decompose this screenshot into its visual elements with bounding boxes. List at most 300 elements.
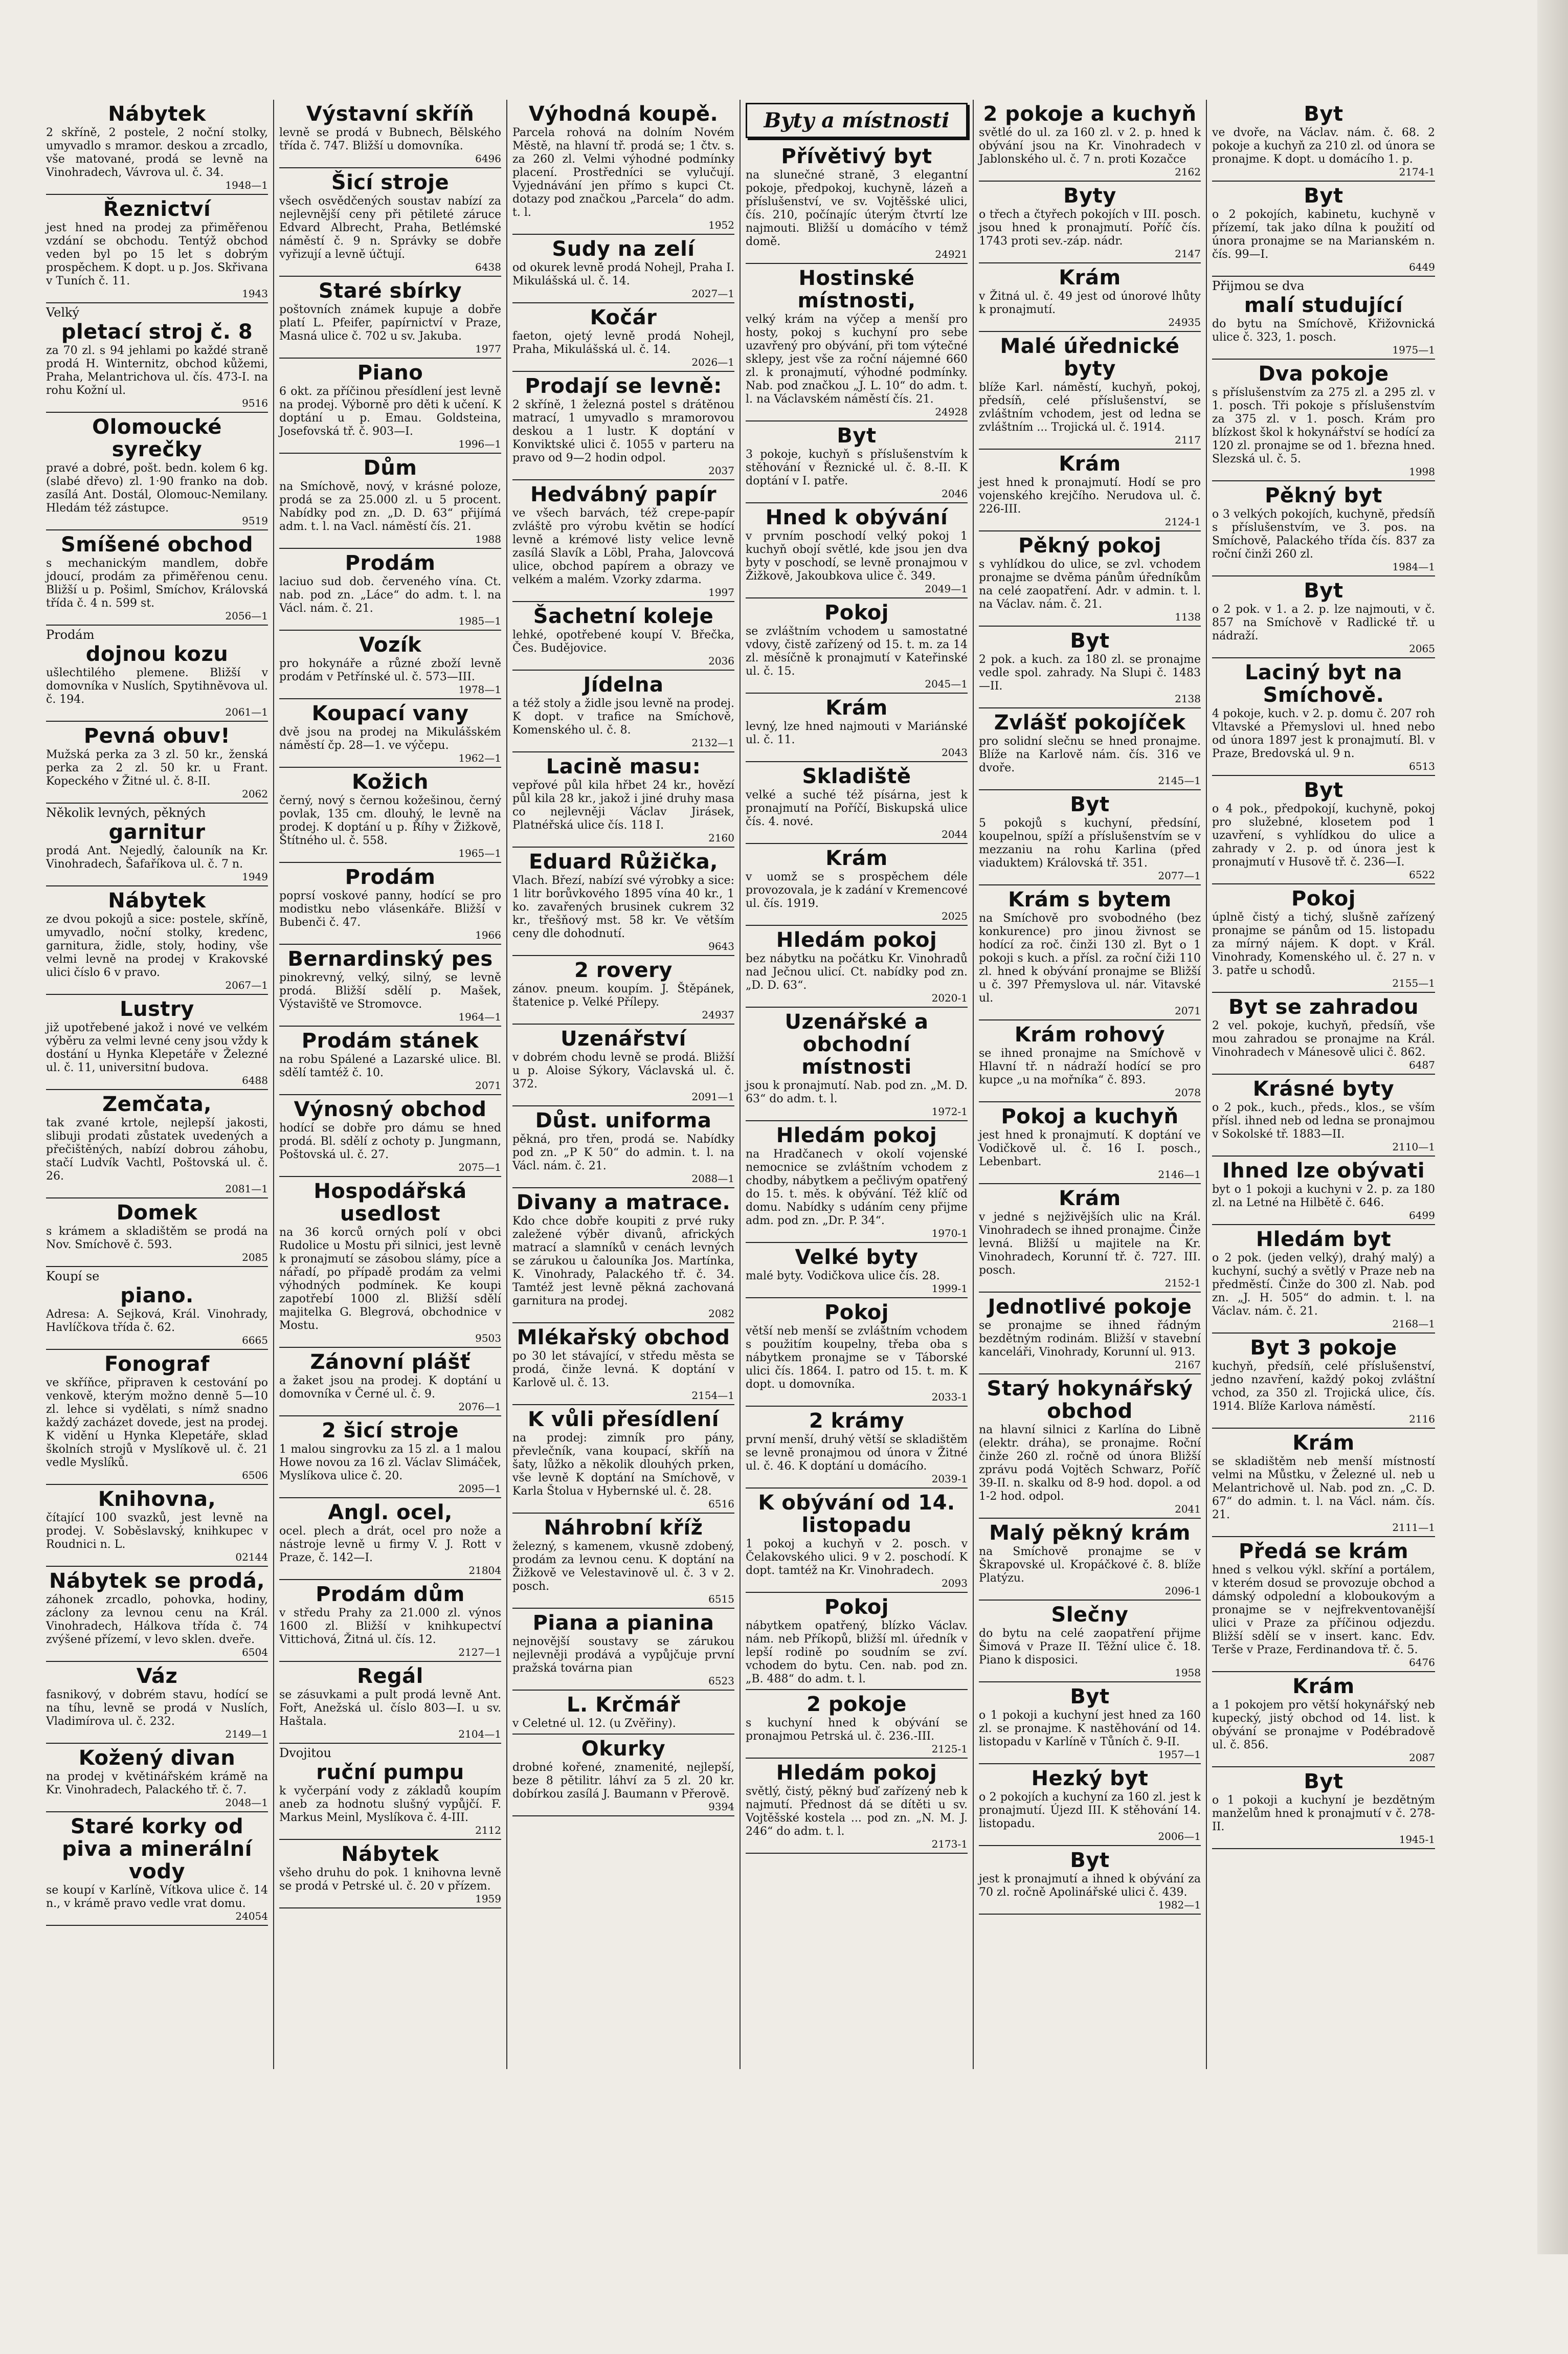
classified-ad [979, 1682, 1201, 1764]
ad-title: Regál [357, 1664, 423, 1688]
ad-ref-number: 6522 [1409, 869, 1435, 881]
ad-text: za 70 zl. s 94 jehlami po každé straně prodá H. Winternitz, obchod kůžemi, Praha, Melantrichova ul. čís. 473-I. na rohu Kožní ul. [46, 344, 268, 397]
ad-text: prodá Ant. Nejedlý, čalouník na Kr. Vinohradech, Šafaříkova ul. č. 7 n. [46, 845, 268, 871]
ad-ref-number: 9516 [242, 397, 268, 409]
classified-ad [1212, 658, 1435, 776]
ad-ref-number: 2088—1 [691, 1172, 734, 1185]
ad-title: Prodám stánek [301, 1029, 479, 1053]
ad-title: garnitur [108, 820, 206, 844]
ad-title: Šachetní koleje [533, 605, 714, 628]
classified-ad [46, 886, 268, 995]
classified-ad [512, 1323, 734, 1405]
ad-title: Byt [1304, 779, 1343, 802]
ad-title: Uzenářské a obchodní místnosti [785, 1010, 929, 1079]
classified-ad [979, 1764, 1201, 1846]
ad-ref-number: 24928 [935, 406, 968, 418]
ad-ref-number: 2056—1 [225, 610, 268, 622]
ad-ref-number: 6488 [242, 1074, 268, 1086]
ad-text: s kuchyní hned k obývání se pronajmou Petrská ul. č. 236.-III. [746, 1717, 968, 1743]
column-2 [274, 100, 507, 2069]
ad-ref-number: 1962—1 [458, 752, 501, 764]
ad-title: Knihovna, [98, 1487, 216, 1511]
ad-ref-number: 1988 [475, 533, 501, 545]
classified-ad [279, 945, 501, 1027]
ad-text: fasnikový, v dobrém stavu, hodící se na tíhu, levně se prodá v Nuslích, Vladimírova ul. č. 232. [46, 1689, 268, 1728]
ad-title: Hledám pokoj [776, 928, 937, 952]
classified-ad [512, 303, 734, 372]
ad-title: Hezký byt [1031, 1767, 1149, 1790]
ad-title: Nábytek se prodá, [49, 1569, 265, 1593]
classified-ad [512, 235, 734, 303]
classified-ad [746, 1407, 968, 1489]
classified-ad [1212, 576, 1435, 658]
ad-ref-number: 6515 [708, 1593, 734, 1605]
ad-title: Přívětivý byt [781, 145, 932, 168]
ad-ref-number: 1948—1 [225, 179, 268, 191]
ad-ref-number: 2116 [1409, 1413, 1435, 1425]
ad-text: 1 malou singrovku za 15 zl. a 1 malou Howe novou za 16 zl. Václav Slimáček, Myslíkova ulice č. 20. [279, 1443, 501, 1482]
ad-text: nábytkem opatřený, blízko Václav. nám. neb Příkopů, bližší ml. úředník v lepší rodině po soudním se zví. vchodem do bytu. Cen. nab. pod zn. „B. 488“ do adm. t. l. [746, 1619, 968, 1685]
ad-text: jest hned na prodej za přiměřenou vzdání se obchodu. Tentýž obchod veden byl po 15 let s dobrým prospěchem. K dopt. u p. Jos. Skřivana v Tuních č. 11. [46, 221, 268, 287]
classified-ad [1212, 776, 1435, 884]
ad-title: Domek [116, 1201, 198, 1225]
ad-text: ze dvou pokojů a sice: postele, skříně, umyvadlo, noční stolky, kredenc, garnitura, židle, stoly, hodiny, vše velmi levně na prodej v Krakovské ulici číslo 6 v pravo. [46, 913, 268, 979]
ad-ref-number: 2096-1 [1164, 1585, 1201, 1597]
ad-title: Hned k obývání [765, 506, 948, 529]
classified-ad [46, 1267, 268, 1350]
ad-title: Smíšené obchod [60, 533, 254, 557]
classified-ad [46, 1744, 268, 1812]
ad-text: a 1 pokojem pro větší hokynářský neb kupecký, jistý obchod od 14. list. k obývání se pronajme v Podébradově ul. č. 856. [1212, 1699, 1435, 1751]
ad-title: Byt [1304, 579, 1343, 603]
ad-text: levně se prodá v Bubnech, Bělského třída č. 747. Bližší u domovníka. [279, 126, 501, 152]
ad-ref-number: 2036 [708, 655, 734, 667]
ad-text: faeton, ojetý levně prodá Nohejl, Praha, Mikulášská ul. č. 14. [512, 330, 734, 356]
ad-ref-number: 6438 [475, 261, 501, 273]
ad-ref-number: 1958 [1175, 1667, 1201, 1679]
ad-text: hned s velkou výkl. skříní a portálem, v kterém dosud se provozuje obchod a dámský odpolední a kloboukovým a pronajme se v nejfrekventovanější ulici v Praze za příčinou odjezdu. Bližší sdělí se v insert. kanc. Edv. Terše v Praze, Ferdinandova tř. č. 5. [1212, 1564, 1435, 1656]
ad-ref-number: 6504 [242, 1646, 268, 1658]
ad-ref-number: 6496 [475, 152, 501, 165]
ad-text: v Žitná ul. č. 49 jest od únorové lhůty k pronajmutí. [979, 290, 1201, 316]
ad-ref-number: 1999-1 [931, 1282, 968, 1295]
classified-ad [512, 671, 734, 752]
classified-ad [1212, 1157, 1435, 1225]
ad-text: Adresa: A. Sejková, Král. Vinohrady, Havlíčkova třída č. 62. [46, 1308, 268, 1334]
ad-title: Zvlášť pokojíček [994, 711, 1186, 735]
ad-text: o 1 pokoji a kuchyní jest hned za 160 zl. se pronajme. K nastěhování od 14. listopadu v Karlíně v Tůních č. 9-II. [979, 1709, 1201, 1748]
ad-ref-number: 2061—1 [225, 706, 268, 718]
ad-title: Piano [357, 361, 423, 385]
ad-title: Krám [825, 847, 888, 870]
ad-title: Staré sbírky [318, 279, 462, 303]
ad-text: o 3 velkých pokojích, kuchyně, předsíň s příslušenstvím, ve 3. pos. na Smíchově, Palackého třída čís. 837 za roční činži 260 zl. [1212, 508, 1435, 561]
classified-ad [746, 1489, 968, 1593]
ad-text: se ihned pronajme na Smíchově v Hlavní tř. n nádraží hodící se pro kupce „u na mořníka“ č. 893. [979, 1047, 1201, 1086]
classified-ad [979, 1374, 1201, 1519]
ad-ref-number: 2152-1 [1164, 1277, 1201, 1289]
ad-title: Hledám pokoj [776, 1124, 937, 1147]
ad-text: poprsí voskové panny, hodící se pro modistku nebo vlásenkáře. Bližší v Bubenči č. 47. [279, 890, 501, 929]
ad-text: v uomž se s prospěchem déle provozovala, je k zadání v Kremencové ul. čís. 1919. [746, 871, 968, 910]
classified-ad [746, 926, 968, 1008]
ad-ref-number: 2082 [708, 1307, 734, 1320]
ad-title: Krám [1059, 1187, 1121, 1210]
classified-ad [1212, 1429, 1435, 1537]
classified-ad [979, 790, 1201, 885]
ad-title: Pokoj [824, 1301, 889, 1324]
ad-title: Nábytek [108, 889, 206, 913]
ad-title: Krám [1292, 1431, 1355, 1455]
ad-ref-number: 2027—1 [691, 287, 734, 300]
ad-ref-number: 6499 [1409, 1209, 1435, 1222]
ad-ref-number: 1975—1 [1392, 344, 1435, 356]
ad-ref-number: 2076—1 [458, 1401, 501, 1413]
ad-title: Hledám pokoj [776, 1761, 937, 1785]
classified-ad [512, 1514, 734, 1609]
ad-title: Hedvábný papír [530, 483, 717, 506]
ad-text: Kdo chce dobře koupiti z prvé ruky zaležené výběr divanů, afrických matrací a slamníků v cenách levných se zárukou u čalouníka Jos. Martínka, K. Vinohrady, Palackého tř. č. 34. Tamtéž jest levně pěkná zachovaná garnitura na prodej. [512, 1215, 734, 1307]
ad-ref-number: 1985—1 [458, 615, 501, 627]
ad-ref-number: 2174-1 [1399, 166, 1435, 178]
classified-ad [46, 1090, 268, 1198]
classified-ad [512, 100, 734, 235]
ad-text: s příslušenstvím za 275 zl. a 295 zl. v 1. posch. Tři pokoje s příslušenstvím za 375 zl. v 1. posch. Krám pro blízkost škol k hokynářství se hodící za 120 zl. pronajme se od 1. března hned. Slezská ul. č. 5. [1212, 386, 1435, 465]
ad-title: 2 krámy [809, 1409, 905, 1433]
ad-title: Krám [1059, 452, 1121, 476]
ad-ref-number: 1997 [708, 586, 734, 598]
ad-text: všeho druhu do pok. 1 knihovna levně se prodá v Petrské ul. č. 20 v přízem. [279, 1867, 501, 1893]
ad-title: Bernardinský pes [287, 947, 493, 971]
ad-title: Váz [136, 1664, 178, 1688]
ad-text: na slunečné straně, 3 elegantní pokoje, předpokoj, kuchyně, lázeň a příslušenství, ve sv. Vojtěšské ulici, čís. 210, počínajíc úterým čtvrtí lze najmouti. Bližší u domácího v témž domě. [746, 169, 968, 248]
ad-pretitle: Koupí se [46, 1269, 100, 1283]
classified-ad [512, 848, 734, 956]
ad-title: Kožich [352, 770, 429, 794]
ad-ref-number: 2081—1 [225, 1183, 268, 1195]
ad-ref-number: 2173-1 [931, 1838, 968, 1850]
ad-title: 2 pokoje a kuchyň [983, 102, 1197, 126]
ad-text: na Smíchově, nový, v krásné poloze, prodá se za 25.000 zl. u 5 procent. Nabídky pod zn. „D. D. 63“ přijímá adm. t. l. na Vacl. náměstí čís. 21. [279, 480, 501, 533]
ad-text: 3 pokoje, kuchyň s příslušenstvím k stěhování v Řeznické ul. č. 8.-II. K doptání v I. patře. [746, 448, 968, 487]
ad-title: Okurky [581, 1737, 666, 1761]
ad-text: v středu Prahy za 21.000 zl. výnos 1600 zl. Bližší v knihkupectví Vittichová, Žitná ul. čís. 12. [279, 1607, 501, 1646]
ad-ref-number: 24935 [1168, 316, 1201, 328]
ad-title: Prodám [345, 551, 436, 575]
classified-ad [979, 1601, 1201, 1682]
ad-title: Malé úřednické byty [1000, 335, 1180, 381]
ad-text: s mechanickým mandlem, dobře jdoucí, prodám za přiměřenou cenu. Bližší u p. Pošiml, Smíchov, Královská třída č. 4 n. 599 st. [46, 557, 268, 610]
ad-ref-number: 2046 [942, 487, 968, 500]
ad-text: do bytu na Smíchově, Křižovnická ulice č. 323, 1. posch. [1212, 318, 1435, 344]
ad-title: Prodám dům [316, 1583, 465, 1606]
ad-ref-number: 6476 [1409, 1656, 1435, 1669]
classified-ad [46, 530, 268, 626]
ad-text: v prvním poschodí velký pokoj 1 kuchyň obojí světlé, kde jsou jen dva byty v poschodí, se levně pronajmou v Žižkově, Jakoubkova ulice č. 349. [746, 530, 968, 583]
classified-ad [279, 768, 501, 863]
ad-text: ocel. plech a drát, ocel pro nože a nástroje levně u firmy V. J. Rott v Praze, č. 142—I. [279, 1525, 501, 1564]
classified-ad [279, 1177, 501, 1348]
ad-text: nejnovější soustavy se zárukou nejlevněji prodává a vypůjčuje první pražská továrna pian [512, 1635, 734, 1675]
ad-ref-number: 2155—1 [1392, 977, 1435, 989]
ad-ref-number: 1965—1 [458, 847, 501, 859]
classified-ad [279, 1095, 501, 1177]
ad-text: na hlavní silnici z Karlína do Libně (elektr. dráha), se pronajme. Roční činže 260 zl. ročně od února Bližší zprávu podá Vojtěch Schwarz, Poříč 39-II. n. skalku od 8-9 hod. dopol. a od 1-2 hod. odpol. [979, 1424, 1201, 1503]
ad-text: zánov. pneum. koupím. J. Štěpánek, štatenice p. Velké Přílepy. [512, 983, 734, 1009]
ad-ref-number: 2071 [1175, 1005, 1201, 1017]
ad-text: na 36 korců orných polí v obci Rudolice u Mostu při silnici, jest levně k pronajmutí se zásobou slámy, píce a nářadí, po případě prodám za velmi výhodných podmínek. Ke koupi zapotřebí 1000 zl. Bližší sdělí majitelka G. Blegrová, obchodnice v Mostu. [279, 1226, 501, 1332]
ad-ref-number: 6449 [1409, 261, 1435, 273]
ad-text: drobné kořené, znamenité, nejlepší, beze 8 pětilitr. láhví za 5 zl. 20 kr. dobírkou zasílá J. Baumann v Přerově. [512, 1761, 734, 1801]
classified-ad [46, 804, 268, 886]
ad-title: Pokoj [1291, 887, 1356, 910]
ad-ref-number: 9643 [708, 940, 734, 952]
classified-ad [979, 1102, 1201, 1184]
ad-title: Výstavní skříň [306, 102, 475, 126]
ad-title: Pěkný pokoj [1018, 534, 1161, 558]
ad-ref-number: 6513 [1409, 760, 1435, 772]
ad-ref-number: 2043 [942, 746, 968, 759]
ad-text: po 30 let stávající, v středu města se prodá, činže levná. K doptání v Karlově ul. č. 13. [512, 1350, 734, 1389]
ad-text: velké a suché též písárna, jest k pronajmutí na Poříčí, Biskupská ulice čís. 4. nové. [746, 789, 968, 828]
ad-title: Nábytek [341, 1842, 439, 1866]
ad-ref-number: 2071 [475, 1079, 501, 1092]
ad-ref-number: 2065 [1409, 642, 1435, 655]
ad-text: laciuo sud dob. červeného vína. Ct. nab. pod zn. „Láce“ do adm. t. l. na Václ. nám. č. 21. [279, 575, 501, 615]
ad-ref-number: 6487 [1409, 1059, 1435, 1071]
ad-title: Výhodná koupě. [528, 102, 719, 126]
ad-ref-number: 2087 [1409, 1751, 1435, 1764]
ad-title: piano. [120, 1284, 194, 1307]
ad-text: tak zvané krtole, nejlepší jakosti, slibuji prodati zůstatek uvedených a přečištěných, nabízí dobrou záhobu, stačí Ludvík Vachtl, Poštovská ul. č. 26. [46, 1117, 268, 1183]
ad-title: Byt 3 pokoje [1250, 1336, 1397, 1360]
ad-ref-number: 1996—1 [458, 438, 501, 450]
ad-ref-number: 2093 [942, 1577, 968, 1589]
classified-ad [279, 1840, 501, 1908]
classified-ad [746, 1121, 968, 1243]
classified-ad [979, 332, 1201, 450]
ad-ref-number: 1982—1 [1158, 1899, 1201, 1911]
ad-text: o 2 pokojích, kabinetu, kuchyně v přízemí, tak jako dílna k použití od února pronajme se na Marianském n. čís. 99—I. [1212, 208, 1435, 261]
ad-ref-number: 2091—1 [691, 1091, 734, 1103]
classified-ad [279, 1498, 501, 1580]
ad-text: ve dvoře, na Václav. nám. č. 68. 2 pokoje a kuchyň za 210 zl. od února se pronajme. K dopt. u domácího 1. p. [1212, 126, 1435, 166]
ad-ref-number: 2145—1 [1158, 774, 1201, 787]
ad-ref-number: 1977 [475, 343, 501, 355]
ad-title: Důst. uniforma [535, 1109, 712, 1132]
ad-title: Byt [837, 424, 877, 448]
classified-ad [46, 722, 268, 804]
classified-ad [279, 1348, 501, 1416]
ad-title: Laciný byt na Smíchově. [1244, 661, 1403, 707]
ad-text: se skladištěm neb menší místností velmi na Můstku, v Železné ul. neb u Melantrichově ul. Nab. pod zn. „C. D. 67“ do admin. t. l. na Václ. nám. čís. 21. [1212, 1455, 1435, 1521]
ad-title: Fonograf [104, 1352, 210, 1376]
classified-ad [512, 480, 734, 602]
ad-text: na Smíchově pro svobodného (bez konkurence) pro jinou živnost se hodící za roč. činži 130 zl. Byt o 1 pokoji s kuch. a přísl. za roční čiži 110 zl. hned k obývání pronajme se Bližší u č. 397 Přemyslova ul. nár. Vitavské ul. [979, 912, 1201, 1005]
ad-ref-number: 1964—1 [458, 1011, 501, 1023]
ad-text: jest hned k pronajmutí. K doptání ve Vodičkově ul. č. 16 I. posch., Lebenbart. [979, 1129, 1201, 1168]
ad-text: světlý, čistý, pěkný buď zařízený neb k najmutí. Přednost dá se dítěti u sv. Vojtěšské kostela ... pod zn. „N. M. J. 246“ do adm. t. l. [746, 1785, 968, 1838]
ad-ref-number: 1978—1 [458, 683, 501, 696]
ad-ref-number: 2049—1 [925, 583, 968, 595]
ad-title: Šicí stroje [331, 171, 450, 194]
classified-ad [279, 1744, 501, 1840]
ad-title: Pěkný byt [1265, 484, 1382, 507]
ad-title: Krám [1292, 1675, 1355, 1698]
ad-text: poštovních známek kupuje a dobře platí L. Pfeifer, papírnictví v Praze, Masná ulice č. 702 u sv. Jakuba. [279, 303, 501, 343]
ad-text: 6 okt. za příčinou přesídlení jest levně na prodej. Výborně pro děti k učení. K doptání u p. Emau. Goldsteina, Josefovská tř. č. 903—I. [279, 385, 501, 438]
classified-ad [279, 277, 501, 359]
ad-title: Jídelna [583, 673, 664, 697]
ad-ref-number: 2132—1 [691, 737, 734, 749]
classified-ad [279, 359, 501, 454]
ad-text: hodící se dobře pro dámu se hned prodá. Bl. sdělí z ochoty p. Jungmann, Poštovská ul. č. 27. [279, 1122, 501, 1161]
ad-title: Sudy na zelí [552, 237, 695, 261]
ad-text: o třech a čtyřech pokojích v III. posch. jsou hned k pronajmutí. Poříč čís. 1743 proti sev.-záp. nádr. [979, 208, 1201, 248]
ad-text: blíže Karl. náměstí, kuchyň, pokoj, předsíň, celé příslušenství, se zvláštním vchodem, jest od ledna se zvláštním ... Trojická ul. č. 1914. [979, 381, 1201, 434]
ad-title: Koupací vany [311, 702, 469, 725]
ad-ref-number: 2160 [708, 832, 734, 844]
ad-ref-number: 1949 [242, 871, 268, 883]
classified-ad [512, 1188, 734, 1323]
ad-title: Dva pokoje [1258, 362, 1389, 386]
classified-ad [746, 694, 968, 762]
ad-ref-number: 2044 [942, 828, 968, 840]
classified-ad [512, 1106, 734, 1188]
column-5 [974, 100, 1207, 2069]
classified-ad [1212, 1767, 1435, 1849]
classified-ad [46, 195, 268, 303]
ad-ref-number: 2112 [475, 1824, 501, 1836]
ad-text: pro solidní slečnu se hned pronajme. Blíže na Karlově nám. čís. 316 ve dvoře. [979, 735, 1201, 774]
ad-text: byt o 1 pokoji a kuchyni v 2. p. za 180 zl. na Letné na Hilbětě č. 646. [1212, 1183, 1435, 1209]
ad-title: Náhrobní kříž [544, 1516, 703, 1540]
ad-title: Hostinské místnosti, [797, 267, 916, 313]
classified-ad [979, 1293, 1201, 1374]
classified-ad [1212, 1225, 1435, 1334]
ad-title: Byt [1070, 1849, 1110, 1872]
ad-ref-number: 2095—1 [458, 1482, 501, 1495]
ad-text: bez nábytku na počátku Kr. Vinohradů nad Ječnou ulicí. Ct. nabídky pod zn. „D. D. 63“. [746, 952, 968, 992]
ad-ref-number: 2078 [1175, 1086, 1201, 1099]
ad-text: jsou k pronajmutí. Nab. pod zn. „M. D. 63“ do adm. t. l. [746, 1079, 968, 1105]
ad-title: Olomoucké syrečky [92, 415, 222, 461]
ad-title: Nábytek [108, 102, 206, 126]
ad-text: 2 vel. pokoje, kuchyň, předsíň, vše mou zahradou se pronajme na Král. Vinohradech v Mánesově ulici č. 862. [1212, 1019, 1435, 1059]
classified-ad [746, 762, 968, 844]
ad-title: Lustry [120, 997, 194, 1021]
ad-ref-number: 1972-1 [931, 1105, 968, 1118]
ad-title: Prodají se levně: [525, 374, 722, 398]
ad-title: Starý hokynářský obchod [987, 1377, 1193, 1423]
ad-text: první menší, druhý větší se skladištěm se levně pronajmou od února v Žitné ul. č. 46. K doptání u domácího. [746, 1433, 968, 1473]
ad-ref-number: 2127—1 [458, 1646, 501, 1658]
classified-ad [746, 1298, 968, 1407]
classified-ad [746, 844, 968, 926]
ad-text: černý, nový s černou kožešinou, černý povlak, 135 cm. dlouhý, le levně na prodej. K doptání u p. Říhy v Žižkově, Štítného ul. č. 558. [279, 794, 501, 847]
classified-ad [512, 1025, 734, 1106]
ad-title: Pokoj [824, 601, 889, 625]
ad-title: K obývání od 14. listopadu [758, 1491, 955, 1537]
classified-ad [512, 602, 734, 671]
classified-ad [46, 1812, 268, 1926]
ad-title: Byty [1063, 184, 1116, 208]
ad-text: velký krám na výčep a menší pro hosty, pokoj s kuchyní pro sebe uzavřený pro obývání, při tom výtečné sklepy, jest vše za roční nájemné 660 zl. k pronajmutí, výhodné podmínky. Nab. pod značkou „J. L. 10“ do adm. t. l. na Václavském náměstí čís. 21. [746, 313, 968, 406]
classified-ad [512, 1609, 734, 1691]
newspaper-page [41, 100, 1442, 2069]
classified-ad [279, 100, 501, 168]
ad-text: na Smíchově pronajme se v Škrapovské ul. Kropáčkové č. 8. blíže Platýzu. [979, 1545, 1201, 1585]
ad-title: Byt [1304, 184, 1343, 208]
classified-ad [1212, 1334, 1435, 1429]
ad-title: Vozík [359, 633, 422, 657]
ad-text: o 4 pok., předpokojí, kuchyně, pokoj pro služebné, klosetem pod 1 uzavření, s vyhlídkou do ulice a zahrady v 2. p. od února jest k pronajmutí v Husově tř. č. 236—I. [1212, 803, 1435, 869]
ad-ref-number: 1966 [475, 929, 501, 941]
classified-ad [46, 100, 268, 195]
classified-ad [1212, 993, 1435, 1075]
classified-ad [979, 1184, 1201, 1293]
classified-ad [1212, 884, 1435, 993]
ad-title: Prodám [345, 865, 436, 889]
ad-text: čítající 100 svazků, jest levně na prodej. V. Soběslavský, knihkupec v Roudnici n. L. [46, 1512, 268, 1551]
classified-ad [746, 1759, 968, 1854]
classified-ad [46, 1198, 268, 1267]
ad-title: Krám [825, 696, 888, 720]
ad-title: Výnosný obchod [294, 1098, 487, 1121]
ad-title: Eduard Růžička, [529, 850, 718, 874]
ad-ref-number: 2111—1 [1392, 1521, 1435, 1534]
ad-ref-number: 1952 [708, 219, 734, 231]
ad-ref-number: 2037 [708, 464, 734, 477]
ad-text: úplně čistý a tichý, slušně zařízený pronajme se pánům od 15. listopadu za mírný nájem. K dopt. v Král. Vinohrady, Komenského ul. č. 27 n. v 3. patře u schodů. [1212, 911, 1435, 977]
ad-title: Staré korky od piva a minerální vody [62, 1815, 252, 1883]
ad-ref-number: 2062 [242, 788, 268, 800]
classified-ad [1212, 360, 1435, 481]
classified-ad [46, 303, 268, 413]
classified-ad [979, 885, 1201, 1020]
ad-ref-number: 2075—1 [458, 1161, 501, 1173]
classified-ad [1212, 481, 1435, 576]
classified-ad [746, 1690, 968, 1759]
ad-text: levný, lze hned najmouti v Mariánské ul. č. 11. [746, 720, 968, 746]
ad-text: k vyčerpání vody z základů koupím aneb za hodnotu slušný vypůjčí. F. Markus Meinl, Myslíkova č. 4-III. [279, 1785, 501, 1824]
ad-ref-number: 1984—1 [1392, 561, 1435, 573]
ad-ref-number: 1970-1 [931, 1227, 968, 1239]
ad-ref-number: 2110—1 [1392, 1141, 1435, 1153]
classified-ad [1212, 182, 1435, 277]
ad-ref-number: 1138 [1175, 611, 1201, 623]
ad-ref-number: 24937 [702, 1009, 734, 1021]
ad-ref-number: 2020-1 [931, 992, 968, 1004]
classified-ad [1212, 1075, 1435, 1157]
ad-text: Parcela rohová na dolním Novém Městě, na hlavní tř. prodá se; 1 čtv. s. za 260 zl. Velmi výhodné podmínky placení. Prostředníci se vylučují. Vyjednávání jen přímo s kupci Ct. dotazy pod značkou „Parcela“ do adm. t. l. [512, 126, 734, 219]
ad-text: v dobrém chodu levně se prodá. Bližší u p. Aloise Sýkory, Václavská ul. č. 372. [512, 1051, 734, 1091]
ad-text: 2 skříně, 1 železná postel s drátěnou matrací, 1 umyvadlo s mramorovou deskou a 1 lustr. K doptání v Konviktské ulici č. 1055 v parteru na pravo od 9—2 hodin odpol. [512, 398, 734, 464]
ad-text: 5 pokojů s kuchyní, předsíní, koupelnou, spíží a příslušenstvím se v mezzaniu na rohu Karlina (před viaduktem) Královská tř. 351. [979, 817, 1201, 870]
ad-title: Krásné byty [1252, 1077, 1395, 1101]
ad-text: do bytu na celé zaopatření přijme Šimová v Praze II. Těžní ulice č. 18. Piano k disposici. [979, 1627, 1201, 1667]
ad-text: pinokrevný, velký, silný, se levně prodá. Bližší sdělí p. Mašek, Výstaviště ve Stromovce. [279, 971, 501, 1011]
ad-title: L. Krčmář [567, 1693, 680, 1717]
ad-title: malí studující [1244, 294, 1403, 317]
ad-title: Pokoj a kuchyň [1001, 1105, 1179, 1128]
ad-pretitle: Přijmou se dva [1212, 279, 1305, 293]
classified-ad [979, 1519, 1201, 1601]
classified-ad [279, 1416, 501, 1498]
classified-ad [279, 1580, 501, 1662]
classified-ad [979, 708, 1201, 790]
ad-title: K vůli přesídlení [528, 1408, 719, 1431]
